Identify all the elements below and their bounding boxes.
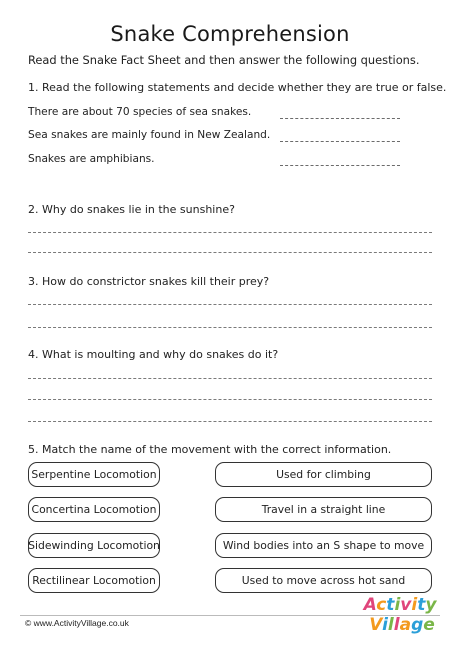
- answer-line[interactable]: [28, 421, 432, 422]
- instructions: Read the Snake Fact Sheet and then answer the following questions.: [28, 53, 420, 67]
- question-1: 1. Read the following statements and decide whether they are true or false.: [28, 81, 447, 94]
- movement-box-sidewinding[interactable]: Sidewinding Locomotion: [28, 533, 160, 558]
- question-3: 3. How do constrictor snakes kill their prey?: [28, 275, 270, 288]
- question-4: 4. What is moulting and why do snakes do it?: [28, 348, 279, 361]
- footer-url: © www.ActivityVillage.co.uk: [25, 618, 129, 628]
- movement-box-concertina[interactable]: Concertina Locomotion: [28, 497, 160, 522]
- answer-line[interactable]: [28, 327, 432, 328]
- answer-line[interactable]: [28, 378, 432, 379]
- movement-box-rectilinear[interactable]: Rectilinear Locomotion: [28, 568, 160, 593]
- true-false-line-3[interactable]: [280, 165, 400, 166]
- answer-line[interactable]: [28, 304, 432, 305]
- svg-text:Activity: Activity: [363, 595, 437, 615]
- answer-line[interactable]: [28, 232, 432, 233]
- info-box-s-shape[interactable]: Wind bodies into an S shape to move: [215, 533, 432, 558]
- question-5: 5. Match the name of the movement with the correct information.: [28, 443, 392, 456]
- movement-box-serpentine[interactable]: Serpentine Locomotion: [28, 462, 160, 487]
- answer-line[interactable]: [28, 252, 432, 253]
- activity-village-logo: [355, 590, 445, 635]
- question-2: 2. Why do snakes lie in the sunshine?: [28, 203, 235, 216]
- page-title: Snake Comprehension: [110, 22, 350, 46]
- statement-1: There are about 70 species of sea snakes.: [28, 106, 252, 118]
- info-box-straight-line[interactable]: Travel in a straight line: [215, 497, 432, 522]
- info-box-hot-sand[interactable]: Used to move across hot sand: [215, 568, 432, 593]
- info-box-climbing[interactable]: Used for climbing: [215, 462, 432, 487]
- answer-line[interactable]: [28, 399, 432, 400]
- true-false-line-2[interactable]: [280, 141, 400, 142]
- svg-text:Village: Village: [369, 615, 435, 635]
- statement-2: Sea snakes are mainly found in New Zealand.: [28, 129, 271, 141]
- statement-3: Snakes are amphibians.: [28, 153, 155, 165]
- true-false-line-1[interactable]: [280, 118, 400, 119]
